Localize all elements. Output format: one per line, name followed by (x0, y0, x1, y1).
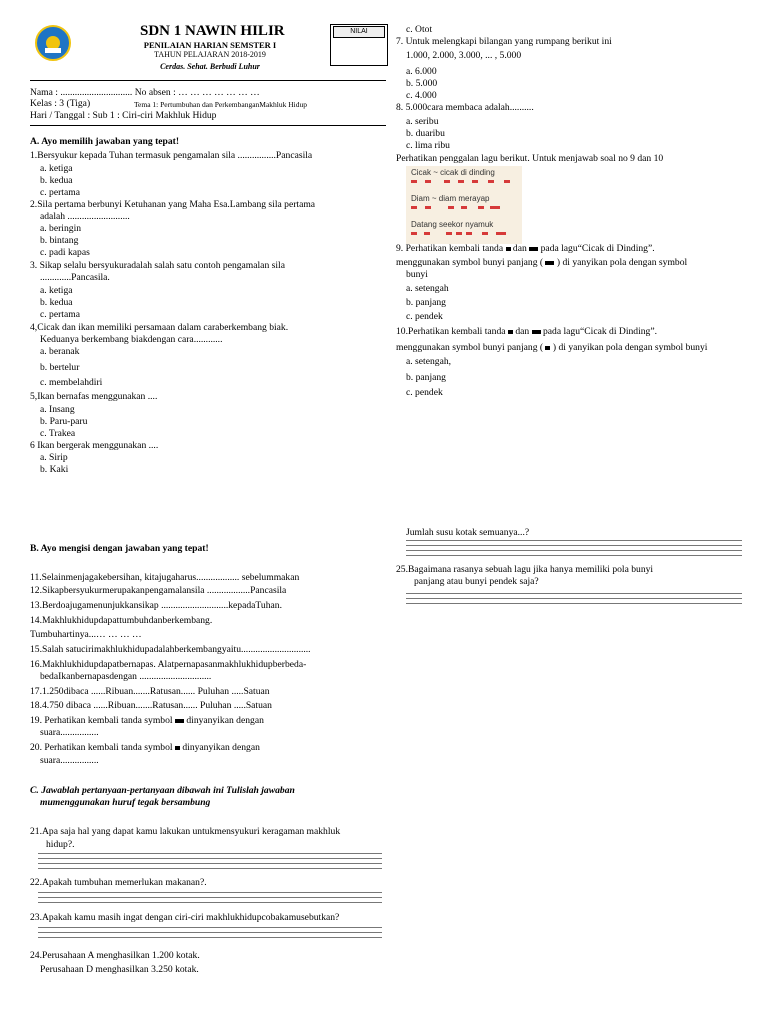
answer-option: b. Kaki (40, 464, 69, 475)
question-25-line2: panjang atau bunyi pendek saja? (414, 576, 539, 587)
answer-line[interactable] (406, 555, 742, 556)
question-text: bunyi (406, 269, 428, 280)
question-text: 20. Perhatikan kembali tanda symbol (30, 742, 173, 753)
school-motto: Cerdas. Sehat. Berbudi Luhur (160, 62, 260, 71)
question-text: 19. Perhatikan kembali tanda symbol (30, 715, 173, 726)
long-tone-symbol-icon (175, 719, 184, 723)
question-line: 1.000, 2.000, 3.000, ... , 5.000 (406, 50, 522, 61)
answer-option: c. Otot (406, 24, 433, 35)
song-excerpt-image (406, 166, 522, 244)
answer-line[interactable] (38, 902, 382, 903)
school-name: SDN 1 NAWIN HILIR (140, 23, 285, 39)
answer-line[interactable] (38, 868, 382, 869)
section-c-title-line2: mumenggunakan huruf tegak bersambung (40, 797, 211, 808)
field-hari-tanggal: Hari / Tanggal : Sub 1 : Ciri-ciri Makhluk Hidup (30, 110, 217, 121)
answer-option: a. seribu (406, 116, 439, 127)
answer-line[interactable] (406, 598, 742, 599)
question-line: bedaIkanbernapasdengan .............................. (40, 671, 212, 682)
question-line: Keduanya berkembang biakdengan cara............ (40, 334, 223, 345)
question-line: 3. Sikap selalu bersyukuradalah salah satu contoh pengamalan sila (30, 260, 285, 271)
question-24-continued: Jumlah susu kotak semuanya...? (406, 527, 530, 538)
question-line: 16.Makhlukhidupdapatbernapas. Alatpernapasanmakhlukhidupberbeda- (30, 659, 307, 670)
nilai-label: NILAI (333, 26, 385, 38)
answer-option: a. setengah, (406, 356, 452, 367)
answer-option: c. padi kapas (40, 247, 90, 258)
answer-option: b. Paru-paru (40, 416, 88, 427)
question-24-line2: Perusahaan D menghasilkan 3.250 kotak. (40, 964, 199, 975)
question-line: 11.Selainmenjagakebersihan, kitajugaharus.................. sebelummakan (30, 572, 300, 583)
answer-line[interactable] (38, 892, 382, 893)
exam-title: PENILAIAN HARIAN SEMSTER I (143, 40, 277, 50)
answer-option: a. 6.000 (406, 66, 437, 77)
question-text: dinyanyikan dengan (182, 742, 260, 753)
song-line: Datang seekor nyamuk (411, 220, 494, 229)
question-line: 2.Sila pertama berbunyi Ketuhanan yang Maha Esa.Lambang sila pertama (30, 199, 316, 210)
long-tone-symbol-icon (545, 261, 554, 265)
answer-line[interactable] (406, 540, 742, 541)
question-10 (396, 326, 657, 338)
question-10-line2 (396, 342, 707, 354)
answer-option: c. 4.000 (406, 90, 437, 101)
long-tone-symbol-icon (532, 330, 541, 334)
answer-option: b. duaribu (406, 128, 445, 139)
question-line: .............Pancasila. (40, 272, 110, 283)
answer-option: b. bintang (40, 235, 79, 246)
question-line: 1.Bersyukur kepada Tuhan termasuk pengamalan sila ................Pancasila (30, 150, 313, 161)
question-text: 9. Perhatikan kembali tanda (396, 243, 504, 254)
question-line: 4,Cicak dan ikan memiliki persamaan dalam caraberkembang biak. (30, 322, 289, 333)
question-line: suara................ (40, 755, 99, 766)
answer-option: a. Insang (40, 404, 75, 415)
question-text: dan (512, 243, 527, 254)
short-tone-symbol-icon (175, 746, 180, 750)
question-24: 24.Perusahaan A menghasilkan 1.200 kotak. (30, 950, 200, 961)
question-text: pada lagu“Cicak di Dinding”. (542, 326, 658, 337)
answer-option: a. ketiga (40, 163, 73, 174)
answer-option: a. beranak (40, 346, 80, 357)
question-text: 10.Perhatikan kembali tanda (396, 326, 506, 337)
answer-option: a. setengah (406, 283, 449, 294)
question-line: 13.Berdoajugamenunjukkansikap ............................kepadaTuhan. (30, 600, 282, 611)
answer-option: c. membelahdiri (40, 377, 103, 388)
question-line: 18.4.750 dibaca ......Ribuan.......Ratusan...... Puluhan .....Satuan (30, 700, 272, 711)
question-text: ) di yanyikan pola dengan symbol (556, 257, 688, 268)
question-text: menggunakan symbol bunyi panjang ( (396, 342, 544, 353)
question-line: adalah .......................... (40, 211, 130, 222)
answer-option: c. lima ribu (406, 140, 450, 151)
question-9 (396, 243, 655, 255)
question-text: dan (515, 326, 530, 337)
answer-line[interactable] (38, 937, 382, 938)
field-nama: Nama : .............................. No absen : … … … … … … … (30, 87, 260, 98)
answer-option: b. 5.000 (406, 78, 438, 89)
answer-option: b. kedua (40, 175, 73, 186)
question-line: Perhatikan penggalan lagu berikut. Untuk menjawab soal no 9 dan 10 (396, 153, 664, 164)
question-23: 23.Apakah kamu masih ingat dengan ciri-ciri makhlukhidupcobakamusebutkan? (30, 912, 340, 923)
question-line: 15.Salah satucirimakhlukhidupadalahberkembangyaitu............................. (30, 644, 311, 655)
question-line: Tumbuhartinya...… … … … (30, 629, 142, 640)
answer-line[interactable] (406, 545, 742, 546)
question-line: 12.Sikapbersyukurmerupakanpengamalansila ..................Pancasila (30, 585, 287, 596)
short-tone-symbol-icon (545, 346, 550, 350)
question-text: dinyanyikan dengan (186, 715, 264, 726)
question-line: suara................ (40, 727, 99, 738)
answer-option: b. panjang (406, 297, 446, 308)
question-line: 8. 5.000cara membaca adalah.......... (396, 102, 534, 113)
question-line: 17.1.250dibaca ......Ribuan.......Ratusan...... Puluhan .....Satuan (30, 686, 270, 697)
question-text: menggunakan symbol bunyi panjang ( (396, 257, 544, 268)
question-line: 14.Makhlukhidupdapattumbuhdanberkembang. (30, 615, 213, 626)
header-divider (30, 80, 386, 81)
long-tone-symbol-icon (529, 247, 538, 251)
answer-line[interactable] (38, 927, 382, 928)
question-line: 7. Untuk melengkapi bilangan yang rumpang berikut ini (396, 36, 612, 47)
answer-line[interactable] (406, 593, 742, 594)
section-a-title: A. Ayo memilih jawaban yang tepat! (30, 136, 180, 147)
answer-line[interactable] (38, 853, 382, 854)
field-tema: Tema 1: Pertumbuhan dan PerkembanganMakhluk Hidup (134, 100, 307, 109)
question-22: 22.Apakah tumbuhan memerlukan makanan?. (30, 877, 207, 888)
answer-line[interactable] (38, 932, 382, 933)
song-line: Diam ~ diam merayap (411, 194, 490, 203)
question-25: 25.Bagaimana rasanya sebuah lagu jika hanya memiliki pola bunyi (396, 564, 654, 575)
short-tone-symbol-icon (506, 247, 511, 251)
field-kelas: Kelas : 3 (Tiga) (30, 98, 91, 109)
school-year: TAHUN PELAJARAN 2018-2019 (154, 50, 266, 59)
question-21: 21.Apa saja hal yang dapat kamu lakukan untukmensyukuri keragaman makhluk (30, 826, 341, 837)
section-b-title: B. Ayo mengisi dengan jawaban yang tepat! (30, 543, 209, 554)
answer-line[interactable] (38, 858, 382, 859)
answer-option: c. pendek (406, 311, 443, 322)
answer-option: b. panjang (406, 372, 446, 383)
question-line: 6 Ikan bergerak menggunakan .... (30, 440, 159, 451)
answer-option: c. pertama (40, 309, 80, 320)
question-9-line2 (396, 257, 687, 269)
short-tone-symbol-icon (508, 330, 513, 334)
answer-line[interactable] (38, 897, 382, 898)
answer-line[interactable] (406, 550, 742, 551)
answer-option: b. bertelur (40, 362, 80, 373)
answer-option: a. Sirip (40, 452, 68, 463)
identity-divider (30, 125, 386, 126)
answer-line[interactable] (406, 603, 742, 604)
question-21-line2: hidup?. (46, 839, 75, 850)
question-text: pada lagu“Cicak di Dinding”. (540, 243, 655, 254)
answer-option: a. ketiga (40, 285, 73, 296)
answer-option: c. pendek (406, 387, 443, 398)
question-line: 5,Ikan bernafas menggunakan .... (30, 391, 158, 402)
school-logo-icon (35, 25, 71, 61)
section-c-title: C. Jawablah pertanyaan-pertanyaan dibawah ini Tulislah jawaban (30, 785, 295, 796)
answer-option: a. beringin (40, 223, 82, 234)
answer-option: c. Trakea (40, 428, 76, 439)
answer-option: c. pertama (40, 187, 80, 198)
question-text: ) di yanyikan pola dengan symbol bunyi (552, 342, 708, 353)
answer-option: b. kedua (40, 297, 73, 308)
song-line: Cicak ~ cicak di dinding (411, 168, 495, 177)
answer-line[interactable] (38, 863, 382, 864)
